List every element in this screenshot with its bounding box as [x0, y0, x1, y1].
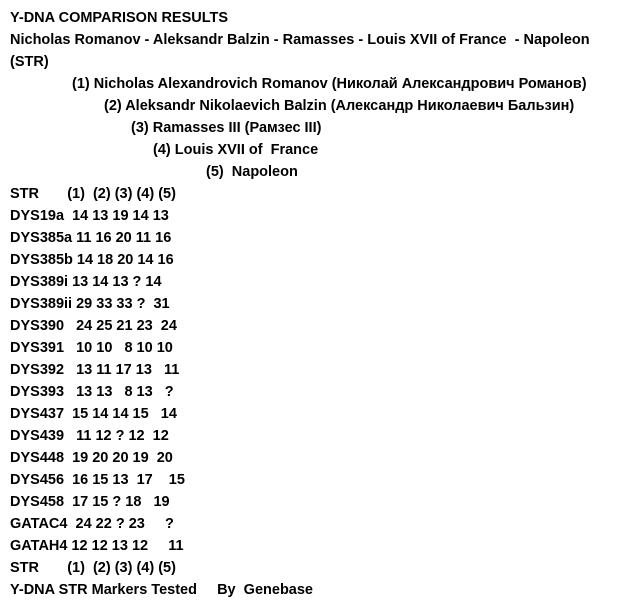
person-4: (4) Louis XVII of France — [153, 142, 319, 158]
table-row: DYS437 15 14 14 15 14 — [10, 406, 177, 422]
table-row: DYS389ii 29 33 33 ? 31 — [10, 296, 170, 312]
table-row: DYS456 16 15 13 17 15 — [10, 472, 185, 488]
table-row: DYS391 10 10 8 10 10 — [10, 340, 173, 356]
names-line: Nicholas Romanov - Aleksandr Balzin - Ramasses - Louis XVII of France - Napoleon — [10, 32, 590, 48]
table-header-row: STR (1) (2) (3) (4) (5) — [10, 186, 176, 202]
table-row: DYS390 24 25 21 23 24 — [10, 318, 177, 334]
table-row: DYS389i 13 14 13 ? 14 — [10, 274, 162, 290]
person-1: (1) Nicholas Alexandrovich Romanov (Николай Александрович Романов) — [72, 76, 587, 92]
document-title: Y-DNA COMPARISON RESULTS — [10, 10, 229, 26]
table-row: DYS448 19 20 20 19 20 — [10, 450, 173, 466]
table-row: GATAC4 24 22 ? 23 ? — [10, 516, 174, 532]
table-row: DYS385a 11 16 20 11 16 — [10, 230, 172, 246]
source-caption: Y-DNA STR Markers Tested By Genebase — [10, 582, 313, 598]
table-row: DYS385b 14 18 20 14 16 — [10, 252, 174, 268]
table-row: DYS19a 14 13 19 14 13 — [10, 208, 169, 224]
table-row: DYS458 17 15 ? 18 19 — [10, 494, 170, 510]
table-row: DYS439 11 12 ? 12 12 — [10, 428, 169, 444]
table-row: DYS393 13 13 8 13 ? — [10, 384, 174, 400]
person-2: (2) Aleksandr Nikolaevich Balzin (Александр Николаевич Бальзин) — [104, 98, 575, 114]
table-row: DYS392 13 11 17 13 11 — [10, 362, 180, 378]
table-row: GATAH4 12 12 13 12 11 — [10, 538, 184, 554]
table-footer-row: STR (1) (2) (3) (4) (5) — [10, 560, 176, 576]
str-label: (STR) — [10, 54, 49, 70]
person-3: (3) Ramasses III (Рамзес III) — [131, 120, 322, 136]
person-5: (5) Napoleon — [206, 164, 298, 180]
